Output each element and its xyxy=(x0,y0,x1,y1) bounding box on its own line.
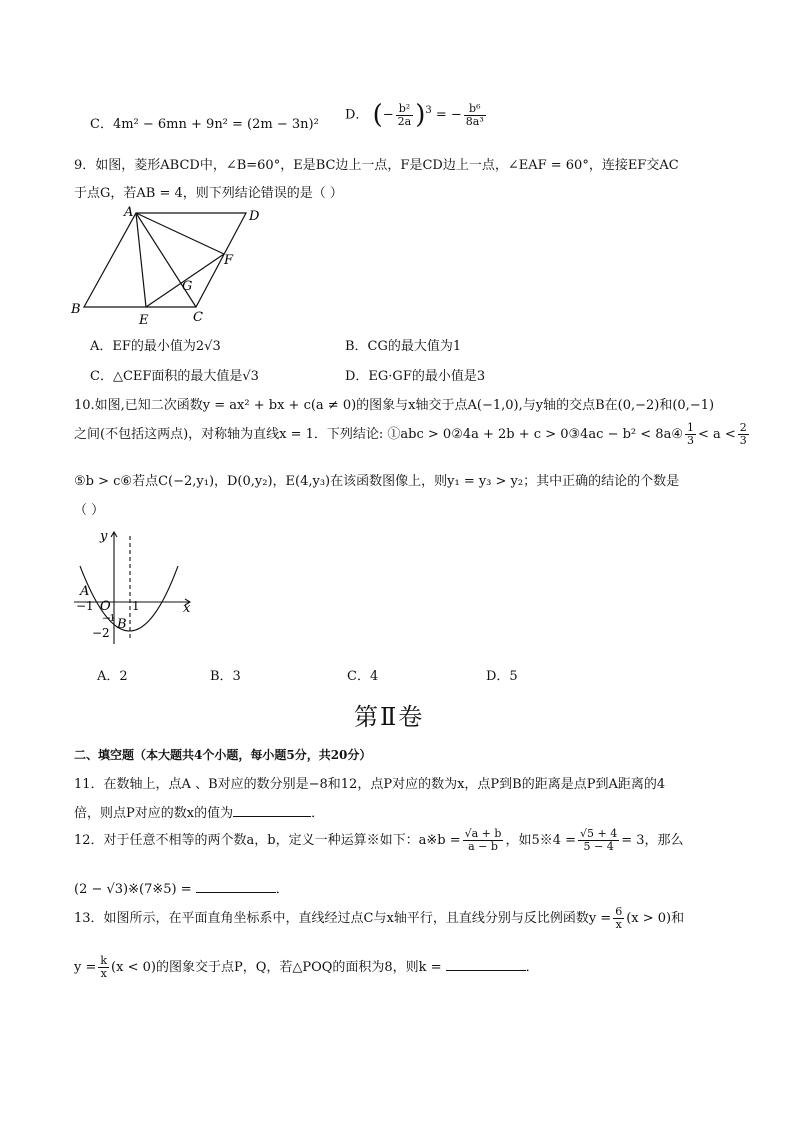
q9-option-c: C．△CEF面积的最大值是√3 xyxy=(90,369,259,384)
q13-frac-6-over-x: $\frac{6}{x}$ xyxy=(615,905,623,931)
q8-option-d-rhs: $\frac{\text{b⁶}}{\text{8a³}}$ xyxy=(465,101,484,128)
q10-graph-label-m2: −2 xyxy=(92,626,110,640)
q9-label-e: E xyxy=(139,313,149,328)
q10-frac-one-third: $\frac{1}{3}$ xyxy=(686,421,694,447)
q12-example-frac: $\frac{√5 + 4}{5 - 4}$ xyxy=(580,827,618,853)
q9-option-a: A．EF的最小值为2√3 xyxy=(90,339,221,354)
q10-stem-line1: 10.如图,已知二次函数y = ax² + bx + c(a ≠ 0)的图象与x轴交于点A(−1,0),与y轴的交点B在(0,−2)和(0,−1) xyxy=(74,398,715,413)
q12-stem-line2: (2 − √3)※(7※5) = ． xyxy=(74,882,289,897)
q8-option-d: D． (− $\frac{\text{b²}}{2a}$ )$^3$ = − $\frac{\text{b⁶}}{\text{8a³}}$ xyxy=(345,100,484,130)
q9-option-b: B．CG的最大值为1 xyxy=(345,339,462,354)
q11-stem-line1: 11．在数轴上，点A 、B对应的数分别是−8和12，点P对应的数为x，点P到B的距离是点P到A距离的4 xyxy=(74,777,666,792)
part2-title: 第Ⅱ卷 xyxy=(354,703,425,731)
q12-stem-line1: 12．对于任意不相等的两个数a，b，定义一种运算※如下：a※b = $\frac{√a + b}{a - b}$ ，如5※4 = $\frac{√5 + 4}{5 - 4}$ = 3，那么 xyxy=(74,827,684,853)
q10-graph-label-1: 1 xyxy=(132,599,140,613)
q10-stem-line2: 之间(不包括这两点)，对称轴为直线x = 1．下列结论: ①abc > 0②4a + 2b + c > 0③4ac − b² < 8a④ $\frac{1}{3}$ < a < $\frac{2}{3}$ xyxy=(74,421,747,447)
q10-graph-label-o: O xyxy=(100,599,111,614)
q8-option-c: C．4m² − 6mn + 9n² = (2m − 3n)² xyxy=(90,117,319,132)
q9-rhombus-figure xyxy=(66,200,266,330)
q10-graph-label-y: y xyxy=(100,529,108,544)
fill-in-section-heading: 二、填空题（本大题共4个小题，每小题5分，共20分） xyxy=(74,748,372,762)
q12-definition-frac: $\frac{√a + b}{a - b}$ xyxy=(464,827,502,853)
q10-option-c: C．4 xyxy=(347,669,379,684)
q8-option-d-label: D． xyxy=(345,107,369,123)
q10-stem-line4: （ ） xyxy=(74,503,105,518)
q10-parabola-graph xyxy=(70,526,200,648)
q9-label-f: F xyxy=(224,253,234,268)
q10-graph-label-m1y: −1 xyxy=(102,614,116,624)
q10-stem-line3: ⑤b > c⑥若点C(−2,y₁)，D(0,y₂)，E(4,y₃)在该函数图像上，则y₁ = y₃ > y₂；其中正确的结论的个数是 xyxy=(74,474,680,489)
q10-graph-label-a: A xyxy=(80,584,90,599)
q10-option-b: B．3 xyxy=(210,669,241,684)
q11-answer-blank[interactable] xyxy=(233,804,311,817)
q9-option-d: D．EG·GF的最小值是3 xyxy=(345,369,486,384)
q13-stem-line2: y = $\frac{k}{x}$ (x < 0)的图象交于点P，Q，若△POQ的面积为8，则k = ． xyxy=(74,954,539,980)
q9-label-d: D xyxy=(249,209,260,224)
q9-label-g: G xyxy=(182,279,193,294)
q11-stem-line2: 倍，则点P对应的数x的值为 ． xyxy=(74,806,325,821)
q8-option-d-frac: $\frac{\text{b²}}{2a}$ xyxy=(397,101,412,128)
q13-stem-line1: 13．如图所示，在平面直角坐标系中，直线经过点C与x轴平行，且直线分别与反比例函数y = $\frac{6}{x}$ (x > 0)和 xyxy=(74,905,685,931)
q10-graph-label-x: x xyxy=(183,601,191,616)
q9-label-b: B xyxy=(71,302,81,317)
q13-answer-blank[interactable] xyxy=(446,958,526,971)
q12-answer-blank[interactable] xyxy=(196,880,276,893)
q9-label-c: C xyxy=(193,310,203,325)
q9-stem-line1: 9．如图，菱形ABCD中，∠B=60°，E是BC边上一点，F是CD边上一点，∠EAF = 60°，连接EF交AC xyxy=(74,158,679,173)
q10-frac-two-thirds: $\frac{2}{3}$ xyxy=(739,421,747,447)
q9-stem-line2: 于点G，若AB = 4，则下列结论错误的是（ ） xyxy=(74,186,343,201)
q10-option-d: D．5 xyxy=(486,669,518,684)
q9-label-a: A xyxy=(124,205,134,220)
q13-frac-k-over-x: $\frac{k}{x}$ xyxy=(100,954,108,980)
q10-graph-label-m1x: −1 xyxy=(76,599,94,613)
q10-graph-label-b: B xyxy=(117,617,127,632)
q10-option-a: A．2 xyxy=(97,669,128,684)
